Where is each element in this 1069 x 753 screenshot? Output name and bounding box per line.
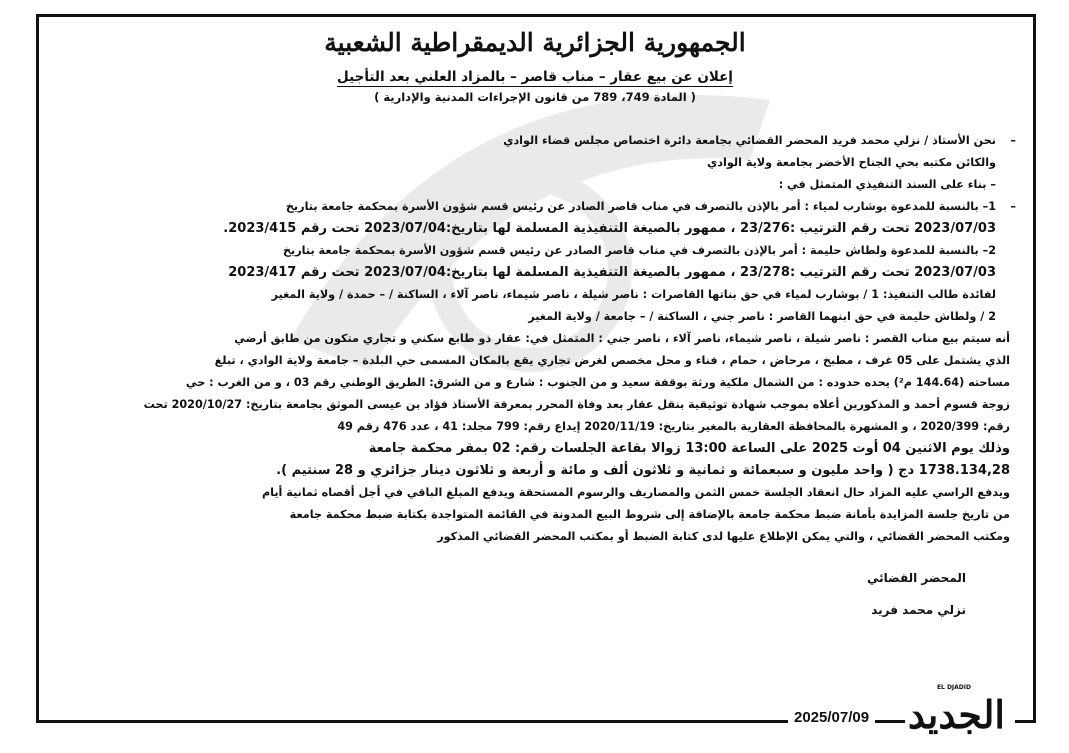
text-line: الذي يشتمل على 05 غرف ، مطبخ ، مرحاض ، حمام ، فناء و محل مخصص لغرض تجاري يقع بالمكان المسمى حي البلدة – جامعة ولاية الوادي ، تبلغ [214, 354, 1010, 367]
text-line: – 1– بالنسبة للمدعوة بوشارب لمياء : أمر بالإذن بالتصرف في مناب قاصر الصادر عن رئيس قسم شؤون الأسرة بمحكمة جامعة بتاريخ [285, 200, 996, 213]
newspaper-logo [905, 686, 1015, 746]
text-line: – نحن الأستاذ / نزلي محمد فريد المحضر القضائي بجامعة دائرة اختصاص مجلس قضاء الوادي [503, 134, 996, 147]
subtitle-text: إعلان عن بيع عقار – مناب قاصر – بالمزاد العلني بعد التأجيل [337, 69, 733, 85]
logo-wordmark: الجديد [907, 692, 1005, 737]
publication-date: 2025/07/09 [788, 709, 875, 726]
page-title: الجمهورية الجزائرية الديمقراطية الشعبية [324, 28, 746, 57]
intro-paragraph [60, 130, 1010, 196]
announcement-subtitle [60, 69, 1010, 85]
text-line: من تاريخ جلسة المزايدة بأمانة ضبط محكمة جامعة بالإضافة إلى شروط البيع المدونة في القائمة المتواجدة بكتابة ضبط محكمة جامعة [289, 508, 1010, 521]
text-line: لفائدة طالب التنفيذ: 1 / بوشارب لمياء في حق بناتها القاصرات : ناصر شيلة ، ناصر شيماء، ناصر آلاء ، الساكنة / – حمدة / ولاية المغير [271, 288, 996, 301]
text-line: ومكتب المحضر القضائي ، والتي يمكن الإطلاع عليها لدى كتابة الضبط أو بمكتب المحضر القضائي المذكور [437, 530, 1010, 543]
text-line: والكائن مكتبه بحي الجناح الأخضر بجامعة ولاية الوادي [707, 156, 996, 169]
signature-block [60, 562, 1010, 626]
text-line: أنه سيتم بيع مناب القصر : ناصر شيلة ، ناصر شيماء، ناصر آلاء ، ناصر جني : المتمثل في: عقار ذو طابع سكني و تجاري متكون من طابق أرضي [234, 332, 1010, 345]
text-line: 2023/07/03 تحت رقم الترتيب :23/278 ، ممهور بالصيغة التنفيذية المسلمة لها بتاريخ:2023/07/04 تحت رقم 2023/417 [228, 265, 996, 280]
text-line: 2023/07/03 تحت رقم الترتيب :23/276 ، ممهور بالصيغة التنفيذية المسلمة لها بتاريخ:2023/07/04 تحت رقم 2023/415. [223, 221, 996, 236]
text-line: وذلك يوم الاثنين 04 أوت 2025 على الساعة 13:00 زوالا بقاعة الجلسات رقم: 02 بمقر محكمة جامعة [368, 441, 1010, 456]
legal-reference: ( المادة 749، 789 من قانون الإجراءات المدنية والإدارية ) [374, 90, 696, 104]
text-line: مساحته (144.64 م²) يحده حدوده : من الشمال ملكية ورثة بوقفة سعيد و من الجنوب : شارع و من الشرق: الطريق الوطني رقم 03 ، و من الغرب : حي [185, 376, 1010, 389]
enforcement-items [60, 196, 1010, 328]
sale-details [60, 328, 1010, 548]
text-line: رقم: 2020/399 ، و المشهرة بالمحافظة العقارية بالمغير بتاريخ: 2020/11/19 إيداع رقم: 799 مجلد: 41 ، عدد 476 رقم 49 [337, 420, 1010, 433]
text-line: 1738.134,28 دج ( واحد مليون و سبعمائة و ثمانية و ثلاثون ألف و مائة و أربعة و ثلاثون دينار جزائري و 28 سنتيم ). [276, 463, 1010, 478]
text-line: – بناء على السند التنفيذي المتمثل في : [778, 178, 996, 191]
text-line: 2– بالنسبة للمدعوة ولطاش حليمة : أمر بالإذن بالتصرف في مناب قاصر الصادر عن رئيس قسم شؤون الأسرة بمحكمة جامعة بتاريخ [282, 244, 996, 257]
announcement [60, 20, 1010, 626]
text-line: 2 / ولطاش حليمة في حق ابنهما القاصر : ناصر جني ، الساكنة / – جامعة / ولاية المغير [528, 310, 996, 323]
text-line: زوجة قسوم أحمد و المذكورين أعلاه بموجب شهادة توثيقية بنقل عقار بعد وفاة المحرر بمعرفة الأستاذ فؤاد بن عيسى الموثق بجامعة بتاريخ: 2020/10/27 تحت [143, 398, 1010, 411]
signature-role: المحضر القضائي [866, 571, 966, 585]
logo-tagline: EL DJADID [936, 684, 971, 691]
text-line: ويدفع الراسي عليه المزاد حال انعقاد الجلسة خمس الثمن والمصاريف والرسوم المستحقة ويدفع المبلغ الباقي في أجل أقصاه ثمانية أيام [261, 486, 1010, 499]
signature-name: نزلي محمد فريد [871, 603, 966, 617]
